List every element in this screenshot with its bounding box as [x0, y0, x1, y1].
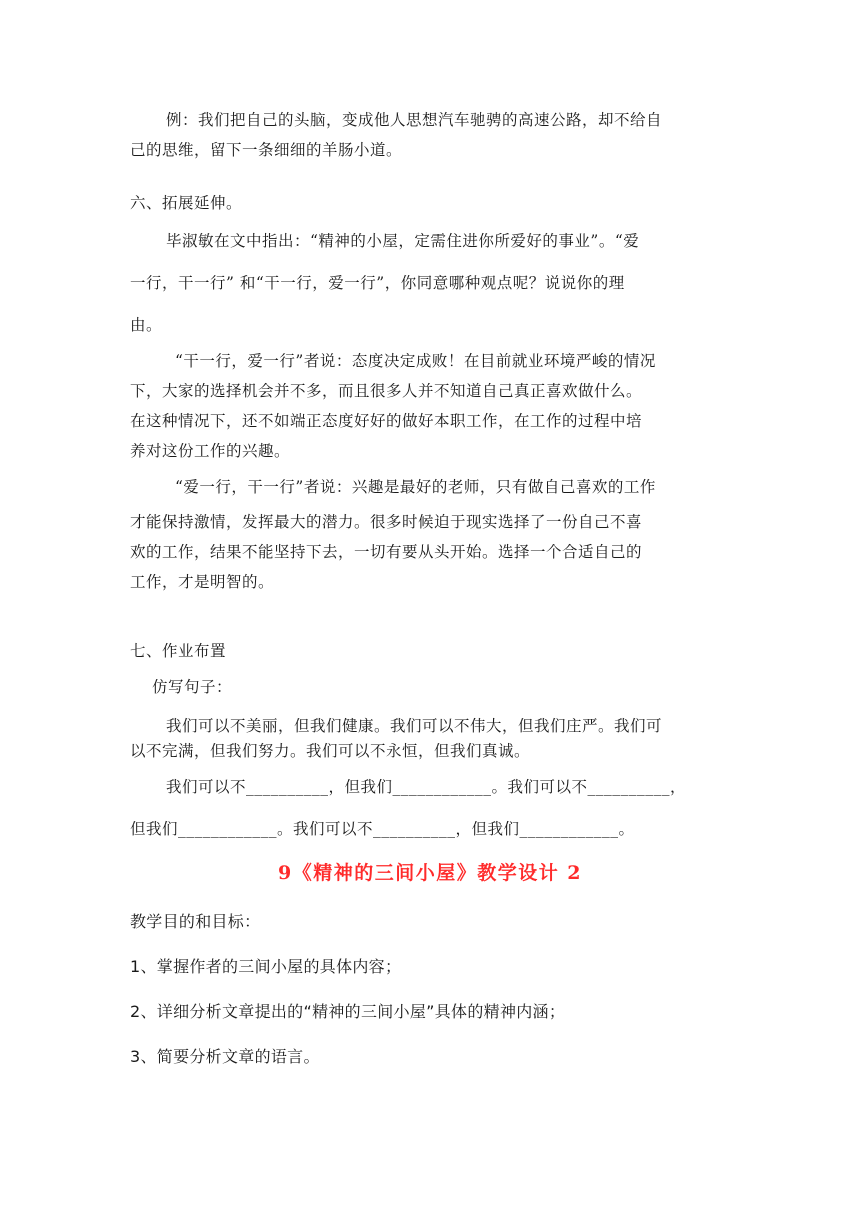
paragraph-line: “干一行，爱一行”者说：态度决定成败！在目前就业环境严峻的情况: [175, 352, 656, 370]
paragraph-line: 才能保持激情，发挥最大的潜力。很多时候迫于现实选择了一份自己不喜: [130, 513, 643, 531]
example-line-1: 例：我们把自己的头脑，变成他人思想汽车驰骋的高速公路，却不给自: [166, 111, 663, 129]
paragraph-line: 一行，干一行” 和“干一行，爱一行”，你同意哪种观点呢？说说你的理: [130, 274, 625, 292]
paragraph-line: 由。: [130, 316, 163, 334]
fill-in-line-2: 但我们____________。我们可以不__________，但我们____________。: [130, 820, 635, 838]
paragraph-line: 我们可以不美丽，但我们健康。我们可以不伟大，但我们庄严。我们可: [166, 717, 663, 735]
paragraph-line: 养对这份工作的兴趣。: [130, 442, 291, 460]
design-item-2: 2、详细分析文章提出的“精神的三间小屋”具体的精神内涵；: [130, 1002, 566, 1021]
paragraph-line: 以不完满，但我们努力。我们可以不永恒，但我们真诚。: [130, 742, 531, 760]
section-seven-heading: 七、作业布置: [130, 642, 227, 660]
paragraph-line: 下，大家的选择机会并不多，而且很多人并不知道自己真正喜欢做什么。: [130, 382, 643, 400]
paragraph-line: 在这种情况下，还不如端正态度好好的做好本职工作，在工作的过程中培: [130, 412, 643, 430]
design-item-1: 1、掌握作者的三间小屋的具体内容；: [130, 957, 402, 976]
paragraph-line: 欢的工作，结果不能坚持下去，一切有要从头开始。选择一个合适自己的: [130, 543, 643, 561]
paragraph-line: “爱一行，干一行”者说：兴趣是最好的老师，只有做自己喜欢的工作: [175, 478, 656, 496]
design-item-3: 3、简要分析文章的语言。: [130, 1047, 320, 1066]
paragraph-line: 工作，才是明智的。: [130, 573, 275, 591]
example-line-2: 己的思维，留下一条细细的羊肠小道。: [130, 141, 403, 159]
exercise-label: 仿写句子：: [152, 678, 233, 696]
paragraph-line: 毕淑敏在文中指出：“精神的小屋，定需住进你所爱好的事业”。“爱: [166, 232, 640, 250]
design-heading: 教学目的和目标：: [130, 912, 261, 931]
document-title: 9《精神的三间小屋》教学设计 2: [277, 862, 583, 884]
section-six-heading: 六、拓展延伸。: [130, 194, 243, 212]
fill-in-line-1: 我们可以不__________，但我们____________。我们可以不__________，: [166, 778, 687, 796]
